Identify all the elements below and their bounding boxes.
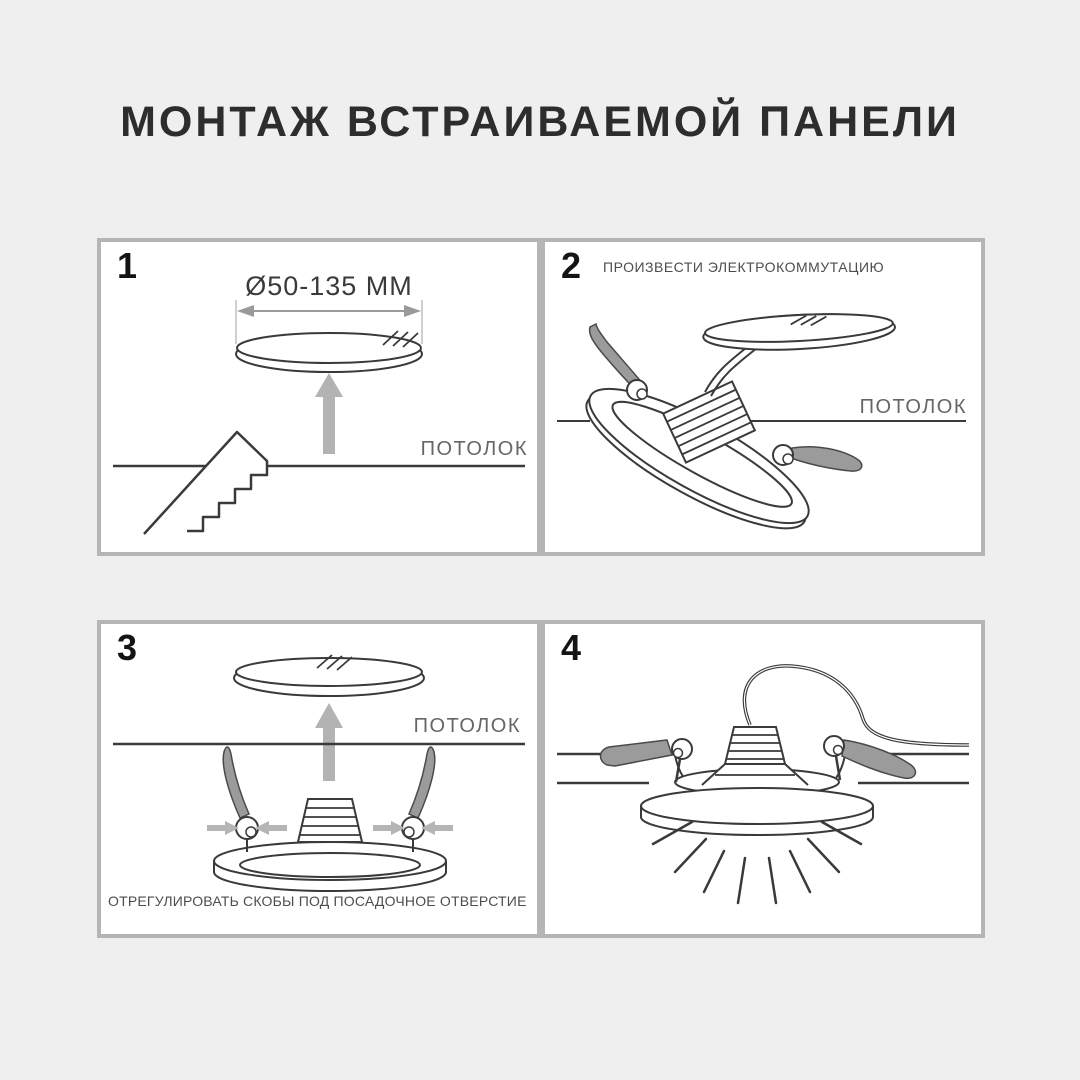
up-arrow-icon <box>315 703 343 781</box>
saw-icon <box>144 432 267 534</box>
spring-clip-right <box>409 747 435 818</box>
step-1-panel <box>97 238 541 556</box>
step-4-panel <box>541 620 985 938</box>
driver-box <box>298 799 362 842</box>
ceiling-label: ПОТОЛОК <box>420 438 528 460</box>
step-number: 4 <box>561 627 582 668</box>
step-caption: ПРОИЗВЕСТИ ЭЛЕКТРОКОММУТАЦИЮ <box>603 259 885 275</box>
step-number: 1 <box>117 245 138 286</box>
trim-ring <box>641 788 873 835</box>
ceiling-label: ПОТОЛОК <box>859 396 967 418</box>
page-title: МОНТАЖ ВСТРАИВАЕМОЙ ПАНЕЛИ <box>120 98 960 146</box>
step-number: 3 <box>117 627 138 668</box>
spring-clip-left <box>223 747 249 818</box>
diffuser-disc <box>702 310 896 354</box>
up-arrow-icon <box>315 373 343 454</box>
diameter-label: Ø50-135 ММ <box>245 271 413 301</box>
spring-clip-lower <box>773 445 862 471</box>
panel-disc <box>236 331 422 372</box>
step-4-illustration <box>545 624 981 934</box>
steps-grid <box>97 238 985 938</box>
step-3-panel <box>97 620 541 938</box>
panel-rim <box>214 842 446 891</box>
ceiling-label: ПОТОЛОК <box>413 715 521 737</box>
step-2-panel <box>541 238 985 556</box>
driver-box <box>702 727 808 785</box>
step-number: 2 <box>561 245 582 286</box>
step-caption: ОТРЕГУЛИРОВАТЬ СКОБЫ ПОД ПОСАДОЧНОЕ ОТВЕРСТИЕ <box>108 893 527 909</box>
step-3-illustration <box>101 624 537 934</box>
panel-disc <box>234 655 424 696</box>
spring-clip-left <box>600 739 692 782</box>
